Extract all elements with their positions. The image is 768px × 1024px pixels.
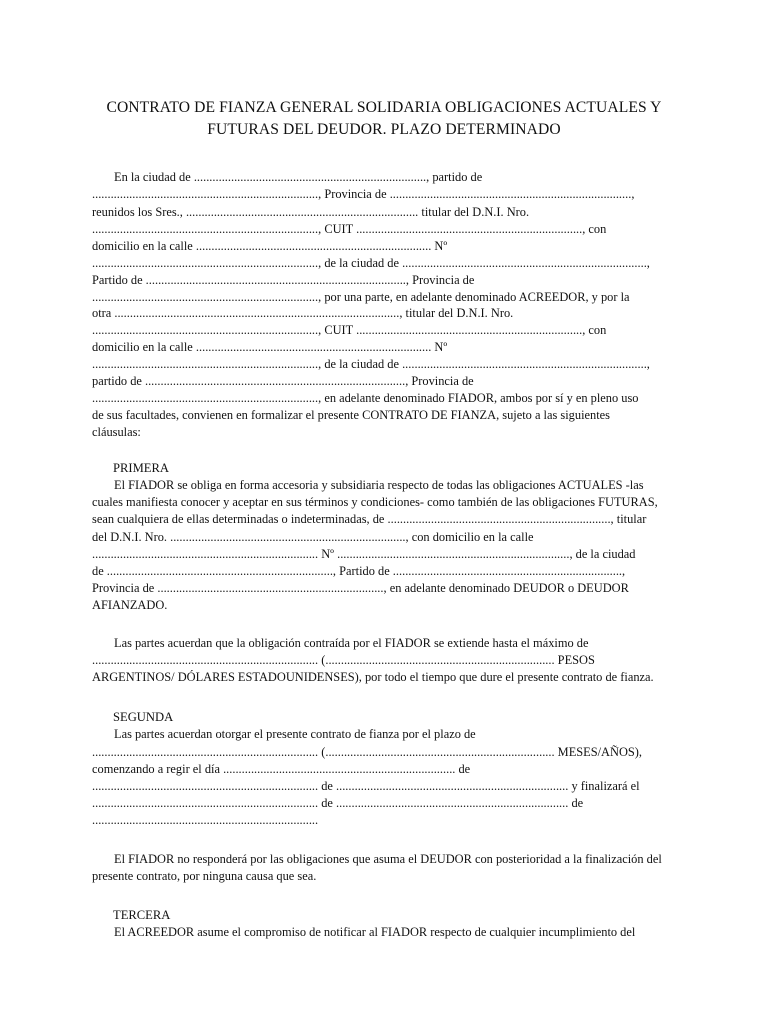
intro-line: ........................................................................., CUIT ........................................................................., con (92, 323, 607, 337)
segunda-line: ......................................................................... de ........................................................................... y finalizará el (92, 779, 640, 793)
segunda-b-line: presente contrato, por ninguna causa que sea. (92, 869, 317, 883)
segunda-b-line: El FIADOR no responderá por las obligaciones que asuma el DEUDOR con posterioridad a la finalización del (114, 852, 662, 866)
intro-line: ........................................................................., Provincia de .............................................................................., (92, 187, 635, 201)
intro-line: otra ............................................................................................, titular del D.N.I. Nro. (92, 306, 514, 320)
primera-line: AFIANZADO. (92, 598, 168, 612)
intro-line: ........................................................................., CUIT ........................................................................., con (92, 222, 607, 236)
segunda-line: ......................................................................... (.......................................................................... MESES/AÑOS), (92, 745, 643, 759)
intro-line: reunidos los Sres., ........................................................................... titular del D.N.I. Nro. (92, 205, 530, 219)
clause-heading-tercera: TERCERA (113, 908, 171, 922)
segunda-line: comenzando a regir el día ........................................................................... de (92, 762, 471, 776)
intro-line: ........................................................................., de la ciudad de ..............................................................................., (92, 256, 650, 270)
segunda-line: ......................................................................... (92, 813, 319, 827)
primera-b-line: ......................................................................... (.......................................................................... PESOS (92, 653, 595, 667)
segunda-line: ......................................................................... de ........................................................................... de (92, 796, 584, 810)
primera-line: de ........................................................................., Partido de .........................................................................., (92, 564, 626, 578)
intro-line: ........................................................................., de la ciudad de ..............................................................................., (92, 357, 650, 371)
primera-b-line: ARGENTINOS/ DÓLARES ESTADOUNIDENSES), por todo el tiempo que dure el presente contrato de fianza. (92, 670, 654, 684)
title-line-1: CONTRATO DE FIANZA GENERAL SOLIDARIA OBLIGACIONES ACTUALES Y (106, 99, 662, 116)
intro-line: partido de ...................................................................................., Provincia de (92, 374, 474, 388)
clause-heading-segunda: SEGUNDA (113, 710, 174, 724)
intro-line: En la ciudad de ..........................................................................., partido de (114, 170, 483, 184)
intro-line: ........................................................................., en adelante denominado FIADOR, ambos por sí y en pleno uso (92, 391, 639, 405)
clause-heading-primera: PRIMERA (113, 461, 169, 475)
primera-line: Provincia de ........................................................................., en adelante denominado DEUDOR o DEUDOR (92, 581, 629, 595)
primera-b-line: Las partes acuerdan que la obligación contraída por el FIADOR se extiende hasta el máximo de (114, 636, 589, 650)
primera-line: cuales manifiesta conocer y aceptar en sus términos y condiciones- como también de las obligaciones FUTURAS, (92, 495, 658, 509)
title-line-2: FUTURAS DEL DEUDOR. PLAZO DETERMINADO (207, 121, 561, 138)
intro-line: domicilio en la calle ............................................................................ Nº (92, 239, 448, 253)
intro-line: Partido de ...................................................................................., Provincia de (92, 273, 475, 287)
primera-line: del D.N.I. Nro. ............................................................................, con domicilio en la calle (92, 530, 534, 544)
segunda-line: Las partes acuerdan otorgar el presente contrato de fianza por el plazo de (114, 727, 476, 741)
primera-line: sean cualquiera de ellas determinadas o indeterminadas, de ........................................................................, titular (92, 512, 647, 526)
document-title (60, 97, 708, 141)
tercera-line: El ACREEDOR asume el compromiso de notificar al FIADOR respecto de cualquier incumplimiento del (114, 925, 636, 939)
intro-line: de sus facultades, convienen en formalizar el presente CONTRATO DE FIANZA, sujeto a las siguientes (92, 408, 610, 422)
intro-line: ........................................................................., por una parte, en adelante denominado ACREEDOR, y por la (92, 290, 630, 304)
intro-line: domicilio en la calle ............................................................................ Nº (92, 340, 448, 354)
intro-line: cláusulas: (92, 425, 141, 439)
primera-line: ......................................................................... Nº ..........................................................................., de la ciudad (92, 547, 636, 561)
primera-line: El FIADOR se obliga en forma accesoria y subsidiaria respecto de todas las obligaciones ACTUALES -las (114, 478, 644, 492)
